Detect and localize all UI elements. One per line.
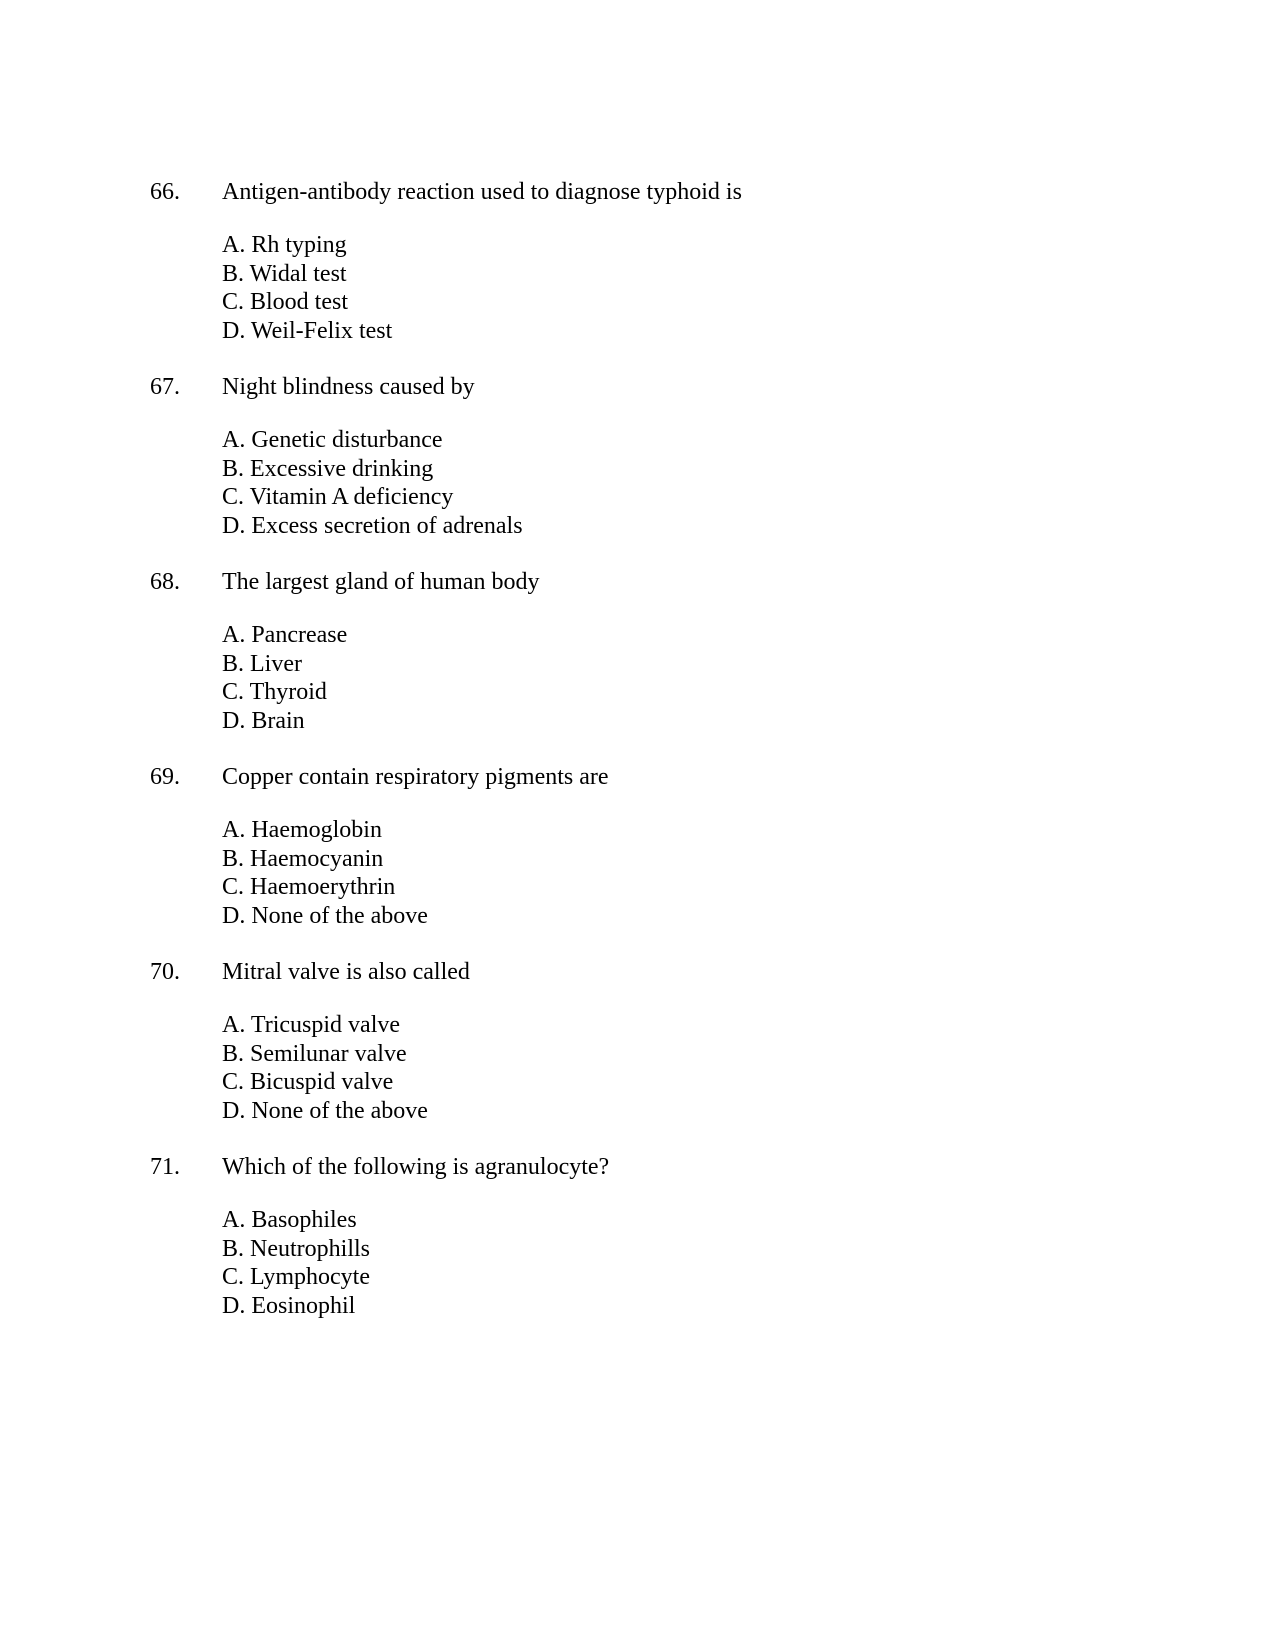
question-67 [0,372,1275,540]
question-header [0,957,1275,987]
option-c: C. Blood test [222,289,349,315]
option-c: C. Haemoerythrin [222,874,396,900]
option-a: A. Basophiles [222,1207,357,1233]
option-a: A. Rh typing [222,232,347,258]
option-b: B. Liver [222,650,302,677]
option-a: A. Genetic disturbance [222,427,443,453]
question-text: Which of the following is agranulocyte? [222,1154,610,1180]
option-c: C. Bicuspid valve [222,1069,394,1095]
option-list [222,231,1275,345]
question-text: Antigen-antibody reaction used to diagnose typhoid is [222,179,742,205]
option-b: B. Neutrophills [222,1235,370,1262]
option-a: A. Tricuspid valve [222,1012,401,1038]
question-header [0,372,1275,402]
question-number: 70. [150,959,180,985]
option-list [222,1206,1275,1320]
question-header [0,177,1275,207]
question-69 [0,762,1275,930]
question-text: The largest gland of human body [222,569,540,595]
option-d: D. Brain [222,707,305,734]
option-c: C. Vitamin A deficiency [222,484,454,510]
question-70 [0,957,1275,1125]
question-header [0,1152,1275,1182]
question-header [0,567,1275,597]
question-66 [0,177,1275,345]
option-d: D. Eosinophil [222,1292,356,1319]
option-c: C. Lymphocyte [222,1264,370,1290]
option-c: C. Thyroid [222,679,327,705]
option-a: A. Haemoglobin [222,817,382,843]
option-b: B. Widal test [222,260,347,287]
question-number: 66. [150,179,180,205]
question-68 [0,567,1275,735]
option-list [222,621,1275,735]
option-list [222,1011,1275,1125]
option-b: B. Semilunar valve [222,1040,407,1067]
question-text: Night blindness caused by [222,374,475,400]
option-list [222,816,1275,930]
option-list [222,426,1275,540]
option-d: D. None of the above [222,902,428,929]
option-d: D. Weil-Felix test [222,317,393,344]
option-d: D. Excess secretion of adrenals [222,512,523,539]
option-b: B. Haemocyanin [222,845,384,872]
question-text: Mitral valve is also called [222,959,470,985]
question-number: 68. [150,569,180,595]
question-71 [0,1152,1275,1320]
option-a: A. Pancrease [222,622,348,648]
option-b: B. Excessive drinking [222,455,434,482]
question-number: 67. [150,374,180,400]
option-d: D. None of the above [222,1097,428,1124]
question-header [0,762,1275,792]
question-number: 71. [150,1154,180,1180]
question-text: Copper contain respiratory pigments are [222,764,609,790]
question-number: 69. [150,764,180,790]
